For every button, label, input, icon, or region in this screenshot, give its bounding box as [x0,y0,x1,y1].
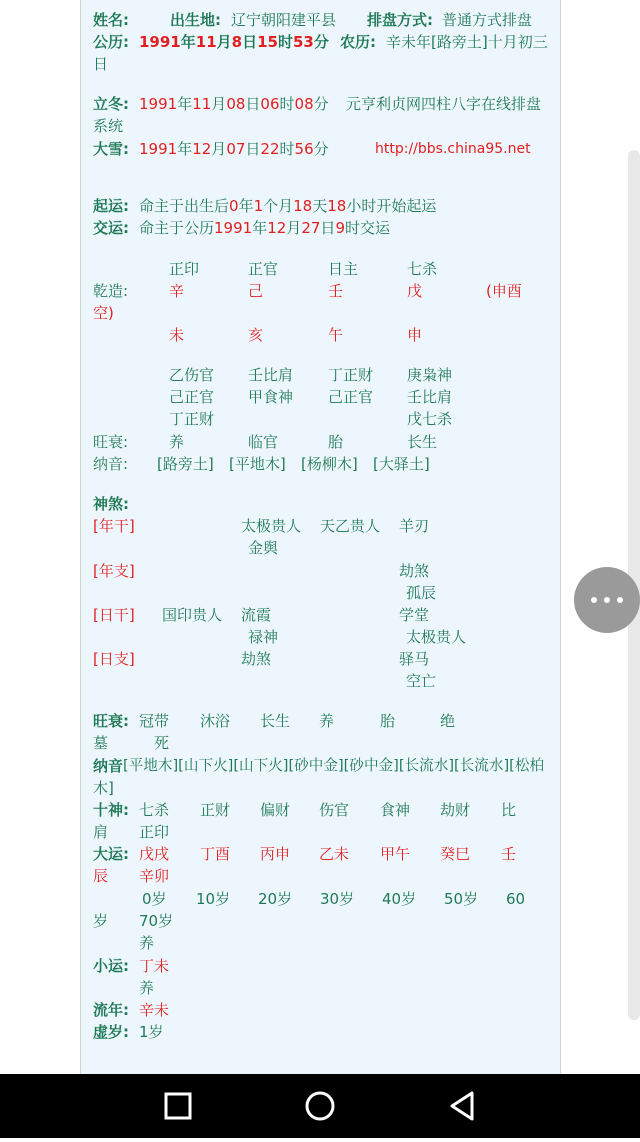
age-7: 60 [506,890,526,908]
dy-ny-label: 纳音 [93,757,124,775]
dy-1: 戊戌 [139,845,170,863]
rz-yima: 驿马 [399,650,430,668]
liunian-label: 流年: [93,1001,129,1019]
god-2: 正官 [248,260,279,278]
dy-2: 丁酉 [200,845,231,863]
dy-ws-5: 胎 [380,712,396,730]
dy-ss-7-cont: 肩 [93,823,109,841]
liunian-value: 辛未 [139,1001,170,1019]
dy-ws-6: 绝 [440,712,456,730]
xiaoyun-wangshuai: 养 [139,979,155,997]
more-button[interactable] [574,567,640,633]
hidden-4-3: 戊七杀 [407,410,453,428]
nayin-3: [杨柳木] [301,455,358,473]
back-triangle-icon[interactable] [452,1093,472,1119]
dy-ws-2: 沐浴 [200,712,231,730]
circle-icon[interactable] [307,1093,333,1119]
xusui-value: 1岁 [139,1023,164,1041]
daxue-value: 1991年12月07日22时56分 [139,140,329,158]
dy-ws-7: 墓 [93,734,109,752]
dy-ss-1: 七杀 [139,801,170,819]
dy-ss-6: 劫财 [440,801,471,819]
lidong-label: 立冬: [93,95,129,113]
nav-icons [0,1074,640,1138]
kong-note: (申酉 [486,282,522,300]
dy-ws-4: 养 [319,712,335,730]
wangshuai-label: 旺衰: [93,433,129,451]
birthplace-label: 出生地: [170,11,221,29]
wangshuai-1: 养 [169,433,185,451]
hidden-4-2: 壬比肩 [407,388,453,406]
qiyun-value: 命主于出生后0年1个月18天18小时开始起运 [139,197,437,215]
dy-ss-3: 偏财 [260,801,291,819]
age-8: 70岁 [139,912,174,930]
dy-3: 丙申 [260,845,291,863]
xiaoyun-label: 小运: [93,957,129,975]
stem-4: 戊 [407,282,423,300]
ri-zhi-label: [日支] [93,650,135,668]
dy-ny-line: [平地木][山下火][山下火][砂中金][砂中金][长流水][长流水][松柏 [123,757,545,774]
god-1: 正印 [169,260,200,278]
lunar-label: 农历: [340,33,376,51]
ng-taiji: 太极贵人 [241,517,302,535]
dy-7: 壬 [501,845,517,863]
rg-lushen: 禄神 [248,628,279,646]
dy-5: 甲午 [380,845,411,863]
qianzao-label: 乾造: [93,282,129,300]
rz-kongwang: 空亡 [406,672,437,690]
branch-4: 申 [407,326,423,344]
nayin-1: [路旁土] [157,455,214,473]
dy-ws-3: 长生 [260,712,291,730]
branch-2: 亥 [248,326,264,344]
nz-guchen: 孤辰 [406,584,437,602]
site-link[interactable]: http://bbs.china95.net [375,141,531,157]
nz-jiesha: 劫煞 [399,562,430,580]
age-7-cont: 岁 [93,912,109,930]
dy-label: 大运: [93,845,129,863]
wangshuai-2: 临官 [248,433,279,451]
rg-guoyin: 国印贵人 [162,606,223,624]
dy-ss-4: 伤官 [319,801,350,819]
gregorian-label: 公历: [93,33,129,51]
hidden-2-2: 甲食神 [248,388,294,406]
stem-3: 壬 [328,282,344,300]
dy-ws-label: 旺衰: [93,712,129,730]
age-6: 50岁 [444,890,479,908]
stem-1: 辛 [169,282,185,300]
dy-6: 癸巳 [440,845,471,863]
rg-xuetang: 学堂 [399,606,430,624]
dy-ws-8: 死 [154,734,170,752]
hidden-1-1: 乙伤官 [169,366,215,384]
age-wangshuai: 养 [139,934,155,952]
dy-ws-1: 冠带 [139,712,170,730]
dy-7-cont: 辰 [93,867,109,885]
hidden-1-2: 己正官 [169,388,215,406]
hidden-2-1: 壬比肩 [248,366,294,384]
nian-gan-label: [年干] [93,517,135,535]
ri-gan-label: [日干] [93,606,135,624]
god-4: 七杀 [407,260,438,278]
birthplace-value: 辽宁朝阳建平县 [231,11,337,29]
site-title: 元亨利贞网四柱八字在线排盘 [346,95,542,113]
branch-1: 未 [169,326,185,344]
dy-ss-2: 正财 [200,801,231,819]
more-dot [617,597,623,603]
site-title-cont: 系统 [93,117,124,135]
dy-ss-5: 食神 [380,801,411,819]
lunar-value: 辛未年[路旁土]十月初三 [386,33,548,51]
branch-3: 午 [328,326,344,344]
age-1: 0岁 [142,890,167,908]
navigation-bar [0,1074,640,1138]
ng-tianyi: 天乙贵人 [320,517,381,535]
nayin-2: [平地木] [229,455,286,473]
age-5: 40岁 [382,890,417,908]
more-horizontal-icon [591,597,597,603]
lunar-value-cont: 日 [93,55,109,73]
dy-4: 乙未 [319,845,350,863]
hidden-4-1: 庚枭神 [407,366,453,384]
dy-ss-7: 比 [501,801,517,819]
dy-ss-8: 正印 [139,823,170,841]
shensha-title: 神煞: [93,495,129,513]
rz-jiesha: 劫煞 [241,650,272,668]
name-label: 姓名: [93,11,129,29]
wangshuai-4: 长生 [407,433,438,451]
jiaoyun-label: 交运: [93,219,129,237]
xiaoyun-value: 丁未 [139,957,170,975]
square-icon[interactable] [166,1094,190,1118]
nayin-4: [大驿土] [373,455,430,473]
xusui-label: 虚岁: [93,1023,129,1041]
nian-zhi-label: [年支] [93,562,135,580]
age-4: 30岁 [320,890,355,908]
ng-jinyu: 金舆 [248,539,279,557]
nayin-label: 纳音: [93,455,129,473]
ng-yangren: 羊刃 [399,517,430,535]
jiaoyun-value: 命主于公历1991年12月27日9时交运 [139,219,390,237]
god-3: 日主 [328,260,359,278]
dy-8: 辛卯 [139,867,170,885]
hidden-3-1: 丁正财 [328,366,374,384]
more-dot [604,597,610,603]
method-value: 普通方式排盘 [442,11,533,29]
age-2: 10岁 [196,890,231,908]
dy-ss-label: 十神: [93,801,129,819]
qiyun-label: 起运: [93,197,129,215]
age-3: 20岁 [258,890,293,908]
lidong-value: 1991年11月08日06时08分 [139,95,329,113]
kong-note-cont: 空) [93,304,114,322]
rg-taiji: 太极贵人 [406,628,467,646]
stem-2: 己 [248,282,264,300]
wangshuai-3: 胎 [328,433,344,451]
hidden-1-3: 丁正财 [169,410,215,428]
daxue-label: 大雪: [93,140,129,158]
method-label: 排盘方式: [367,11,433,29]
hidden-3-2: 己正官 [328,388,374,406]
gregorian-value: 1991年11月8日15时53分 [139,33,329,51]
rg-liuxia: 流霞 [241,606,272,624]
dy-ny-line-cont: 木] [93,779,114,797]
